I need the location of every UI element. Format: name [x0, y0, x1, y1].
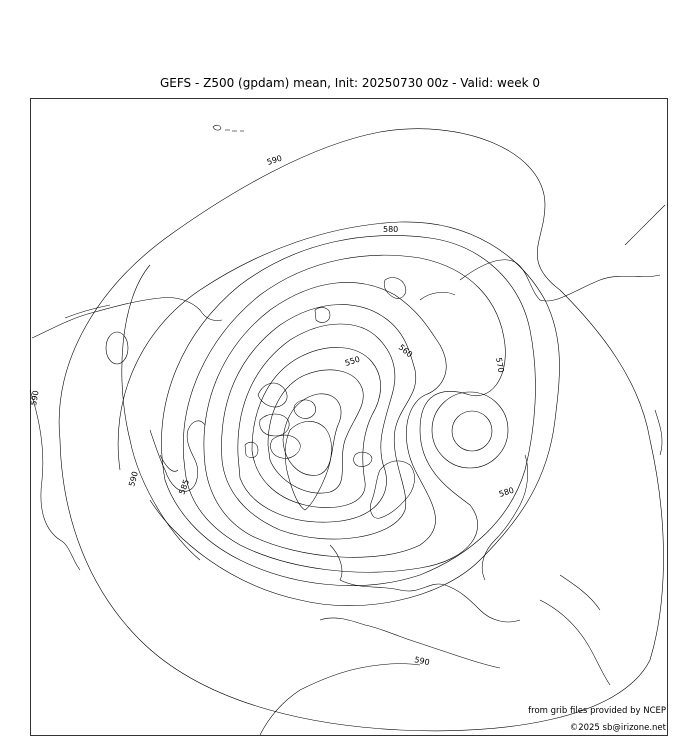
- contour-545: [283, 394, 341, 475]
- coast-japan: [655, 410, 662, 455]
- contour-575: [183, 255, 505, 572]
- coast-greenland: [285, 421, 331, 510]
- contour-585: [118, 222, 559, 606]
- contour-label: 585: [177, 478, 192, 496]
- copyright-credit: ©2025 sb@irizone.net: [569, 723, 666, 733]
- contour-low-outer: [432, 392, 508, 468]
- contour-label: 560: [396, 342, 415, 360]
- data-source-credit: from grib files provided by NCEP: [528, 706, 666, 716]
- coastlines: [30, 125, 665, 735]
- contour-label: 590: [127, 470, 140, 488]
- contour-550: [268, 370, 363, 493]
- contour-label: 550: [343, 354, 362, 368]
- contour-590-outer: [59, 129, 663, 731]
- contour-low-inner: [452, 411, 492, 451]
- map-frame: [31, 99, 668, 736]
- coast-scandinavia: [370, 461, 414, 518]
- contour-label: 590: [29, 389, 41, 407]
- contour-labels: [29, 154, 515, 668]
- coast-east-asia: [482, 455, 528, 580]
- coast-kamchatka: [625, 205, 665, 245]
- contour-560: [238, 324, 395, 522]
- contour-label: 570: [494, 356, 506, 374]
- contour-label: 590: [413, 655, 431, 668]
- contour-label: 580: [497, 485, 516, 499]
- coast-arctic-islands: [258, 383, 287, 407]
- coast-north-america: [30, 390, 80, 570]
- contour-label: 580: [383, 225, 399, 234]
- coast-middle-east: [540, 600, 610, 685]
- coast-mediterranean: [320, 618, 500, 668]
- coast-europe: [330, 545, 520, 622]
- coast-aleutian: [213, 125, 221, 130]
- coast-canada: [150, 421, 205, 491]
- contour-pacific-closed: [106, 332, 128, 364]
- coast-siberia: [460, 260, 660, 301]
- contour-565: [222, 305, 416, 539]
- contour-label: 590: [265, 153, 284, 167]
- map-title: GEFS - Z500 (gpdam) mean, Init: 20250730 00z - Valid: week 0: [159, 76, 541, 90]
- coast-svalbard: [315, 308, 330, 323]
- contour-lines: [59, 129, 663, 731]
